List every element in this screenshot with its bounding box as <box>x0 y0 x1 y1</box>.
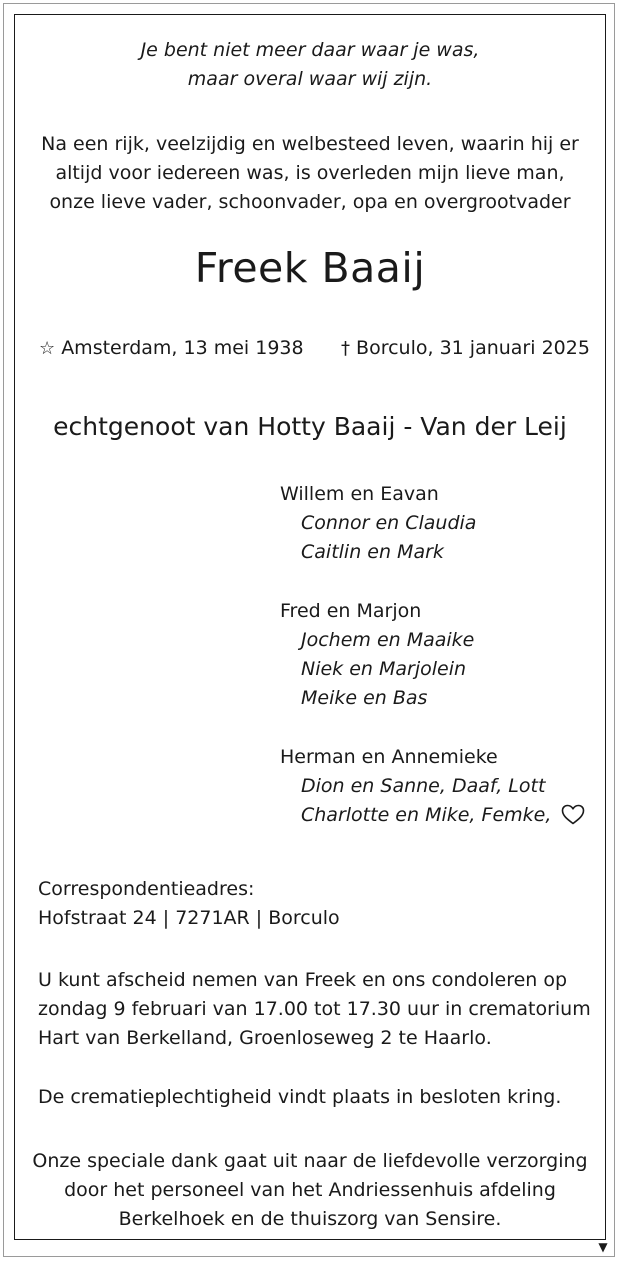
parents: Herman en Annemieke <box>280 746 498 768</box>
family-group <box>280 743 585 834</box>
grandchildren: Jochem en Maaike <box>301 629 475 651</box>
cross-icon: † <box>341 338 350 359</box>
grandchildren: Connor en Claudia <box>301 512 477 534</box>
grandchildren: Meike en Bas <box>301 687 428 709</box>
heart-outline-icon <box>561 804 585 834</box>
thanks-line: Onze speciale dank gaat uit naar de liefdevolle verzorging <box>32 1150 588 1172</box>
thanks-line: door het personeel van het Andriessenhuis afdeling <box>64 1179 556 1201</box>
farewell-line: U kunt afscheid nemen van Freek en ons condoleren op <box>38 969 568 991</box>
death-text: Borculo, 31 januari 2025 <box>356 337 590 359</box>
poem <box>20 36 600 94</box>
spouse-line: echtgenoot van Hotty Baaij - Van der Leij <box>53 412 567 441</box>
family-group <box>280 480 476 567</box>
grandchildren-with-heart <box>280 801 585 834</box>
birth-info <box>39 333 304 364</box>
intro-line: Na een rijk, veelzijdig en welbesteed leven, waarin hij er <box>41 133 579 155</box>
farewell-info <box>38 966 598 1053</box>
farewell-line: Hart van Berkelland, Groenloseweg 2 te Haarlo. <box>38 1027 492 1049</box>
intro-line: onze lieve vader, schoonvader, opa en overgrootvader <box>49 191 571 213</box>
grandchildren: Dion en Sanne, Daaf, Lott <box>301 775 546 797</box>
correspondence-label: Correspondentieadres: <box>38 878 255 900</box>
correspondence <box>38 875 598 933</box>
birth-text: Amsterdam, 13 mei 1938 <box>61 337 304 359</box>
thanks-line: Berkelhoek en de thuiszorg van Sensire. <box>118 1208 502 1230</box>
correspondence-address: Hofstraat 24 | 7271AR | Borculo <box>38 907 340 929</box>
ceremony-info: De crematieplechtigheid vindt plaats in besloten kring. <box>38 1086 562 1108</box>
grandchildren: Charlotte en Mike, Femke, <box>301 804 552 826</box>
more-arrow-icon[interactable]: ▼ <box>598 1240 608 1254</box>
parents: Willem en Eavan <box>280 483 439 505</box>
deceased-name: Freek Baaij <box>194 244 426 292</box>
intro-line: altijd voor iedereen was, is overleden mijn lieve man, <box>55 162 565 184</box>
family-group <box>280 597 474 713</box>
thanks-text <box>20 1147 600 1234</box>
poem-line: Je bent niet meer daar waar je was, <box>140 39 480 61</box>
intro-text <box>20 130 600 217</box>
star-icon: ☆ <box>39 338 56 359</box>
death-info <box>341 333 590 364</box>
poem-line: maar overal waar wij zijn. <box>187 68 433 90</box>
grandchildren: Caitlin en Mark <box>301 541 444 563</box>
farewell-line: zondag 9 februari van 17.00 tot 17.30 uur in crematorium <box>38 998 591 1020</box>
parents: Fred en Marjon <box>280 600 422 622</box>
grandchildren: Niek en Marjolein <box>301 658 467 680</box>
